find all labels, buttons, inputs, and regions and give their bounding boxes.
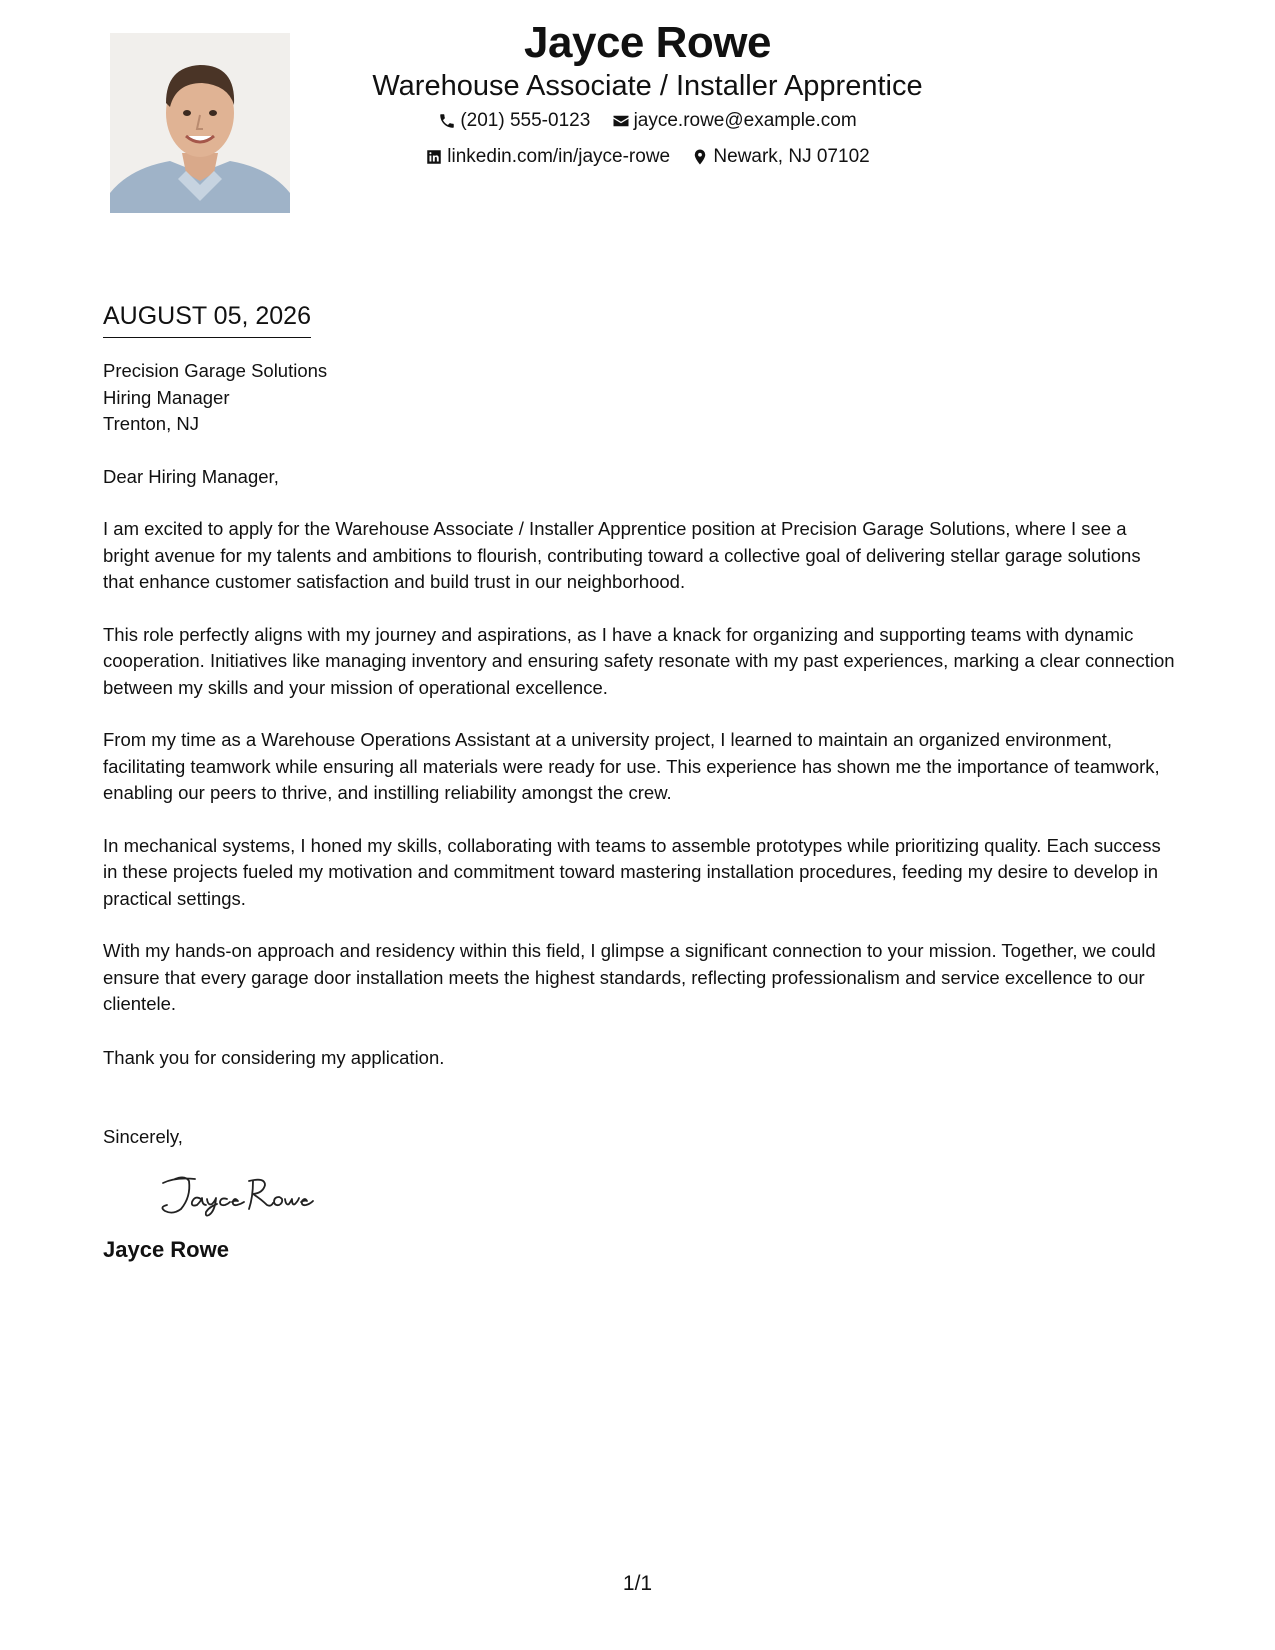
paragraph: This role perfectly aligns with my journey and aspirations, as I have a knack for organizing and supporting teams with dynamic cooperation. Initiatives like managing inventory and ensuring safety resonate with my past experiences, marking a clear connection between my skills and your mission of operational excellence. (103, 623, 1175, 698)
paragraph: I am excited to apply for the Warehouse Associate / Installer Apprentice position at Precision Garage Solutions, where I see a bright avenue for my talents and ambitions to flourish, contributing toward a collective goal of delivering stellar garage solutions that enhance customer satisfaction and build trust in our neighborhood. (103, 518, 1141, 592)
recipient-company: Precision Garage Solutions (103, 360, 328, 381)
closing-line: Thank you for considering my application. (103, 1046, 445, 1068)
signer-name: Jayce Rowe (103, 1236, 229, 1262)
map-pin-icon (691, 148, 709, 166)
envelope-icon (612, 112, 630, 130)
recipient-location: Trenton, NJ (103, 413, 199, 434)
profile-photo (110, 33, 290, 213)
contact-email[interactable] (612, 109, 857, 133)
location-text: Newark, NJ 07102 (713, 146, 870, 168)
page-number: 1/1 (622, 1572, 653, 1595)
job-title: Warehouse Associate / Installer Apprentice (372, 69, 923, 102)
letter-header (300, 18, 995, 173)
recipient-role: Hiring Manager (103, 386, 230, 408)
letter-date: AUGUST 05, 2026 (103, 300, 311, 338)
letter-body (103, 300, 1175, 1263)
contact-line-2 (300, 145, 995, 173)
phone-text: (201) 555-0123 (460, 110, 591, 132)
contact-line-1 (300, 109, 995, 137)
linkedin-icon (425, 148, 443, 166)
contact-location (691, 145, 869, 169)
recipient-block (103, 358, 1175, 438)
paragraph: In mechanical systems, I honed my skills, collaborating with teams to assemble prototypes while prioritizing quality. Each success in these projects fueled my motivation and commitment toward mastering installation procedures, feeding my desire to develop in practical settings. (103, 834, 1161, 909)
paragraph: From my time as a Warehouse Operations Assistant at a university project, I learned to maintain an organized environment, facilitating teamwork while ensuring all materials were ready for use. This experience has shown me the importance of teamwork, enabling our peers to thrive, and instilling reliability amongst the crew. (103, 729, 1160, 803)
contact-phone (438, 109, 590, 133)
applicant-name: Jayce Rowe (524, 18, 771, 67)
email-text[interactable]: jayce.rowe@example.com (633, 110, 857, 132)
salutation: Dear Hiring Manager, (103, 465, 279, 487)
paragraph: With my hands-on approach and residency within this field, I glimpse a significant connection to your mission. Together, we could ensure that every garage door installation meets the highest standards, reflecting professionalism and service excellence to our clientele. (103, 940, 1156, 1014)
handwritten-signature (145, 1169, 1175, 1221)
phone-icon (438, 112, 456, 130)
signoff: Sincerely, (103, 1126, 183, 1147)
contact-linkedin[interactable] (425, 145, 670, 169)
linkedin-text[interactable]: linkedin.com/in/jayce-rowe (447, 146, 671, 168)
